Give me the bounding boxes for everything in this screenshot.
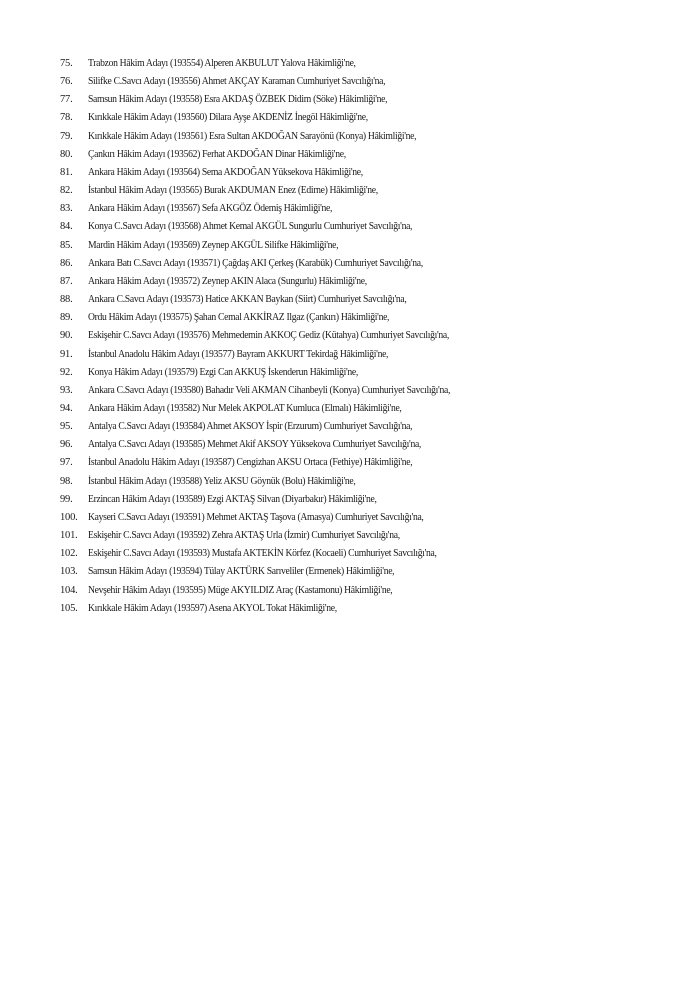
list-item <box>60 439 680 457</box>
item-number: 89. <box>60 312 73 324</box>
item-text: Konya Hâkim Adayı (193579) Ezgi Can AKKUŞ İskenderun Hâkimliği'ne, <box>88 366 358 378</box>
list-item <box>60 403 680 421</box>
appointment-list <box>60 58 680 621</box>
item-text: Ankara Hâkim Adayı (193567) Sefa AKGÖZ Ödemiş Hâkimliği'ne, <box>88 203 333 215</box>
item-number: 82. <box>60 185 73 197</box>
item-text: Samsun Hâkim Adayı (193594) Tülay AKTÜRK Sarıveliler (Ermenek) Hâkimliği'ne, <box>88 566 395 578</box>
list-item <box>60 385 680 403</box>
list-item <box>60 276 680 294</box>
item-number: 85. <box>60 239 73 251</box>
item-number: 105. <box>60 602 78 614</box>
list-item <box>60 185 680 203</box>
list-item <box>60 585 680 603</box>
item-text: Ankara Hâkim Adayı (193572) Zeynep AKIN Alaca (Sungurlu) Hâkimliği'ne, <box>88 275 367 287</box>
item-number: 76. <box>60 76 73 88</box>
item-number: 92. <box>60 366 73 378</box>
item-text: Ankara C.Savcı Adayı (193580) Bahadır Veli AKMAN Cihanbeyli (Konya) Cumhuriyet Savcılığı'na, <box>88 384 451 396</box>
item-number: 80. <box>60 148 73 160</box>
item-text: Çankırı Hâkim Adayı (193562) Ferhat AKDOĞAN Dinar Hâkimliği'ne, <box>88 148 346 160</box>
item-number: 101. <box>60 530 78 542</box>
item-text: Kırıkkale Hâkim Adayı (193561) Esra Sultan AKDOĞAN Sarayönü (Konya) Hâkimliği'ne, <box>88 130 417 142</box>
item-number: 81. <box>60 166 73 178</box>
item-text: Eskişehir C.Savcı Adayı (193592) Zehra AKTAŞ Urla (İzmir) Cumhuriyet Savcılığı'na, <box>88 530 400 542</box>
list-item <box>60 494 680 512</box>
item-text: İstanbul Hâkim Adayı (193565) Burak AKDUMAN Enez (Edirne) Hâkimliği'ne, <box>88 185 378 197</box>
list-item <box>60 203 680 221</box>
item-number: 100. <box>60 511 78 523</box>
item-number: 83. <box>60 203 73 215</box>
list-item <box>60 349 680 367</box>
list-item <box>60 566 680 584</box>
list-item <box>60 330 680 348</box>
item-number: 75. <box>60 58 73 69</box>
list-item <box>60 367 680 385</box>
item-number: 84. <box>60 221 73 233</box>
list-item <box>60 131 680 149</box>
item-number: 94. <box>60 402 73 414</box>
item-number: 102. <box>60 548 78 560</box>
list-item <box>60 112 680 130</box>
item-text: Kırıkkale Hâkim Adayı (193597) Asena AKYOL Tokat Hâkimliği'ne, <box>88 602 337 614</box>
list-item <box>60 312 680 330</box>
item-text: Ankara Hâkim Adayı (193564) Sema AKDOĞAN Yüksekova Hâkimliği'ne, <box>88 166 363 178</box>
list-item <box>60 240 680 258</box>
list-item <box>60 94 680 112</box>
list-item <box>60 58 680 76</box>
list-item <box>60 530 680 548</box>
item-text: İstanbul Anadolu Hâkim Adayı (193587) Cengizhan AKSU Ortaca (Fethiye) Hâkimliği'ne, <box>88 457 413 469</box>
item-number: 95. <box>60 421 73 433</box>
item-number: 99. <box>60 493 73 505</box>
item-text: Kayseri C.Savcı Adayı (193591) Mehmet AKTAŞ Taşova (Amasya) Cumhuriyet Savcılığı'na, <box>88 511 424 523</box>
item-text: Ankara Hâkim Adayı (193582) Nur Melek AKPOLAT Kumluca (Elmalı) Hâkimliği'ne, <box>88 402 402 414</box>
list-item <box>60 221 680 239</box>
item-number: 77. <box>60 94 73 106</box>
item-number: 90. <box>60 330 73 342</box>
list-item <box>60 457 680 475</box>
item-number: 93. <box>60 384 73 396</box>
item-number: 104. <box>60 584 78 596</box>
list-item <box>60 167 680 185</box>
item-text: İstanbul Anadolu Hâkim Adayı (193577) Bayram AKKURT Tekirdağ Hâkimliği'ne, <box>88 348 389 360</box>
item-text: Eskişehir C.Savcı Adayı (193576) Mehmedemin AKKOÇ Gediz (Kütahya) Cumhuriyet Savcılığı'na, <box>88 330 449 342</box>
list-item <box>60 476 680 494</box>
list-item <box>60 548 680 566</box>
item-number: 96. <box>60 439 73 451</box>
list-item <box>60 512 680 530</box>
item-number: 86. <box>60 257 73 269</box>
item-text: Nevşehir Hâkim Adayı (193595) Müge AKYILDIZ Araç (Kastamonu) Hâkimliği'ne, <box>88 584 393 596</box>
list-item <box>60 149 680 167</box>
item-number: 79. <box>60 130 73 142</box>
item-text: Trabzon Hâkim Adayı (193554) Alperen AKBULUT Yalova Hâkimliği'ne, <box>88 58 356 69</box>
item-text: Kırıkkale Hâkim Adayı (193560) Dilara Ayşe AKDENİZ İnegöl Hâkimliği'ne, <box>88 112 368 124</box>
item-number: 78. <box>60 112 73 124</box>
item-number: 97. <box>60 457 73 469</box>
item-text: Ordu Hâkim Adayı (193575) Şahan Cemal AKKİRAZ Ilgaz (Çankırı) Hâkimliği'ne, <box>88 312 390 324</box>
item-text: İstanbul Hâkim Adayı (193588) Yeliz AKSU Göynük (Bolu) Hâkimliği'ne, <box>88 475 356 487</box>
item-text: Antalya C.Savcı Adayı (193585) Mehmet Akif AKSOY Yüksekova Cumhuriyet Savcılığı'na, <box>88 439 422 451</box>
item-text: Samsun Hâkim Adayı (193558) Esra AKDAŞ ÖZBEK Didim (Söke) Hâkimliği'ne, <box>88 94 388 106</box>
list-item <box>60 421 680 439</box>
list-item <box>60 258 680 276</box>
list-item <box>60 76 680 94</box>
item-text: Ankara Batı C.Savcı Adayı (193571) Çağdaş AKI Çerkeş (Karabük) Cumhuriyet Savcılığı'na, <box>88 257 423 269</box>
item-number: 91. <box>60 348 73 360</box>
list-item <box>60 603 680 621</box>
item-text: Mardin Hâkim Adayı (193569) Zeynep AKGÜL Silifke Hâkimliği'ne, <box>88 239 339 251</box>
item-number: 88. <box>60 294 73 306</box>
item-text: Silifke C.Savcı Adayı (193556) Ahmet AKÇAY Karaman Cumhuriyet Savcılığı'na, <box>88 76 386 88</box>
item-text: Antalya C.Savcı Adayı (193584) Ahmet AKSOY İspir (Erzurum) Cumhuriyet Savcılığı'na, <box>88 421 413 433</box>
item-text: Erzincan Hâkim Adayı (193589) Ezgi AKTAŞ Silvan (Diyarbakır) Hâkimliği'ne, <box>88 493 377 505</box>
item-text: Eskişehir C.Savcı Adayı (193593) Mustafa AKTEKİN Körfez (Kocaeli) Cumhuriyet Savcılığı'na, <box>88 548 437 560</box>
item-number: 98. <box>60 475 73 487</box>
item-number: 103. <box>60 566 78 578</box>
item-text: Ankara C.Savcı Adayı (193573) Hatice AKKAN Baykan (Siirt) Cumhuriyet Savcılığı'na, <box>88 294 407 306</box>
list-item <box>60 294 680 312</box>
item-text: Konya C.Savcı Adayı (193568) Ahmet Kemal AKGÜL Sungurlu Cumhuriyet Savcılığı'na, <box>88 221 413 233</box>
item-number: 87. <box>60 275 73 287</box>
